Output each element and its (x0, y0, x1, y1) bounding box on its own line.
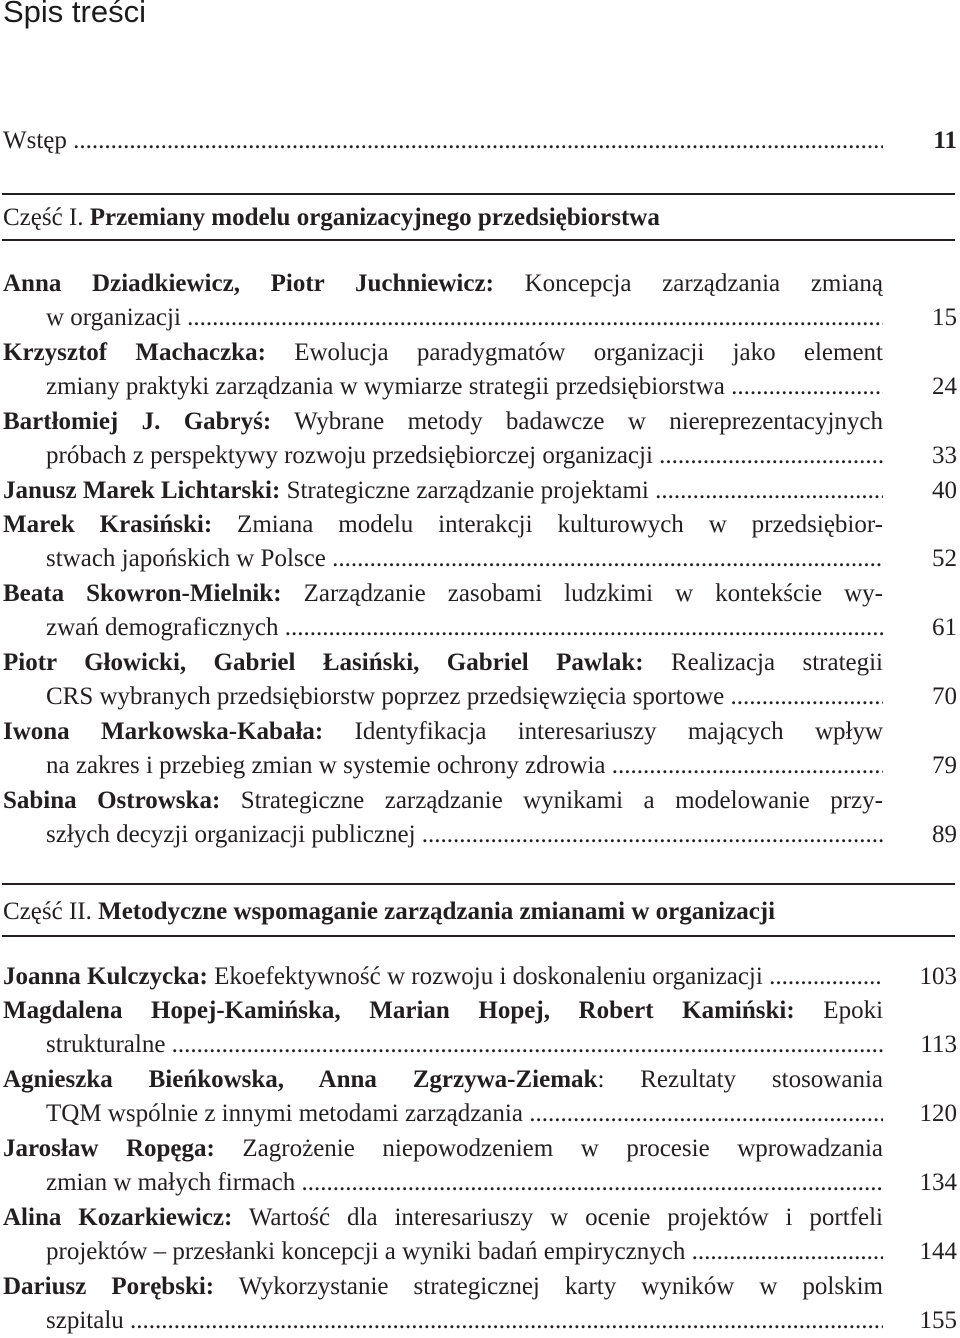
toc-entry-line (3, 994, 883, 1028)
part-title: Metodyczne wspomaganie zarządzania zmianami w organizacji (98, 898, 776, 925)
toc-entry-line (46, 542, 883, 576)
toc-entry-title: stwach japońskich w Polsce (46, 545, 326, 572)
toc-entry-line (3, 124, 883, 158)
toc-entry-title: Strategiczne zarządzanie projektami (286, 477, 649, 504)
toc-entry-line (3, 405, 883, 439)
toc-entry-line (46, 1166, 883, 1200)
section-divider (2, 193, 955, 195)
toc-entry-title: Identyfikacja interesariuszy mających wpływ (354, 718, 883, 745)
part-heading-2 (3, 895, 775, 929)
toc-page-number: 33 (932, 442, 957, 469)
toc-page-number: 11 (933, 127, 957, 154)
toc-entry-title: próbach z perspektywy rozwoju przedsiębiorczej organizacji (46, 442, 653, 469)
toc-page-number: 113 (920, 1031, 957, 1058)
toc-entry-line (46, 1304, 883, 1338)
dot-leader (685, 1238, 883, 1265)
toc-entry-line (46, 611, 883, 645)
toc-entry-line (3, 1132, 883, 1166)
toc-entry-title: Koncepcja zarządzania zmianą (524, 270, 883, 297)
toc-entry-title: Zagrożenie niepowodzeniem w procesie wprowadzania (242, 1135, 883, 1162)
toc-entry-line (3, 336, 883, 370)
toc-page-number: 144 (919, 1238, 957, 1265)
toc-entry-authors: Alina Kozarkiewicz: (3, 1204, 233, 1231)
toc-page-number: 70 (932, 683, 957, 710)
toc-entry-title: TQM wspólnie z innymi metodami zarządzania (46, 1100, 523, 1127)
toc-entry-title: projektów – przesłanki koncepcji a wyniki badań empirycznych (46, 1238, 686, 1265)
toc-entry-line (46, 1235, 883, 1269)
toc-entry-title: Wykorzystanie strategicznej karty wyników w polskim (238, 1273, 883, 1300)
dot-leader (724, 683, 883, 710)
toc-entry-authors: Dariusz Porębski: (3, 1273, 215, 1300)
toc-page-number: 103 (919, 963, 957, 990)
toc-entry-title: Strategiczne zarządzanie wynikami a modelowanie przy- (240, 787, 883, 814)
toc-entry-title: strukturalne (46, 1031, 166, 1058)
toc-entry-title: w organizacji (46, 304, 181, 331)
toc-entry-authors: Iwona Markowska-Kabała: (3, 718, 324, 745)
toc-entry-authors: Marek Krasiński: (3, 511, 213, 538)
toc-page-number: 155 (919, 1307, 957, 1334)
section-divider (2, 239, 955, 241)
toc-entry-title: zwań demograficznych (46, 614, 279, 641)
toc-entry-line (46, 439, 883, 473)
toc-entry-title: : Rezultaty stosowania (597, 1066, 883, 1093)
toc-page-number: 40 (932, 477, 957, 504)
part-heading-1 (3, 201, 660, 235)
toc-page-number: 24 (932, 373, 957, 400)
page-title: Spis treści (3, 0, 146, 29)
dot-leader (181, 304, 883, 331)
toc-entry-line (46, 1097, 883, 1131)
toc-entry-authors: Jarosław Ropęga: (3, 1135, 215, 1162)
dot-leader (606, 752, 883, 779)
toc-entry-line (3, 508, 883, 542)
toc-entry-title: Zarządzanie zasobami ludzkimi w kontekście wy- (303, 580, 883, 607)
toc-page-number: 15 (932, 304, 957, 331)
toc-entry-line (3, 267, 883, 301)
toc-entry-authors: Janusz Marek Lichtarski: (3, 477, 281, 504)
toc-entry-authors: Sabina Ostrowska: (3, 787, 221, 814)
toc-entry-title: Wybrane metody badawcze w niereprezentacyjnych (294, 408, 883, 435)
toc-entry-line (3, 646, 883, 680)
toc-entry-line (3, 1201, 883, 1235)
part-label: Część II. (3, 898, 92, 925)
toc-entry-authors: Bartłomiej J. Gabryś: (3, 408, 272, 435)
toc-entry-line (46, 680, 883, 714)
toc-entry-authors: Krzysztof Machaczka: (3, 339, 266, 366)
dot-leader (124, 1307, 883, 1334)
toc-entry-title: szłych decyzji organizacji publicznej (46, 821, 416, 848)
dot-leader (416, 821, 883, 848)
toc-entry-title: Epoki (823, 997, 883, 1024)
dot-leader (295, 1169, 883, 1196)
dot-leader (763, 963, 883, 990)
toc-page-number: 79 (932, 752, 957, 779)
dot-leader (165, 1031, 883, 1058)
toc-entry-line (46, 370, 883, 404)
toc-entry-line (46, 818, 883, 852)
toc-entry-authors: Anna Dziadkiewicz, Piotr Juchniewicz: (3, 270, 494, 297)
toc-entry-title: Wartość dla interesariuszy w ocenie projektów i portfeli (248, 1204, 883, 1231)
toc-entry-line (46, 301, 883, 335)
toc-page-number: 52 (932, 545, 957, 572)
dot-leader (523, 1100, 883, 1127)
toc-entry-title: zmiany praktyki zarządzania w wymiarze strategii przedsiębiorstwa (46, 373, 725, 400)
toc-page-number: 89 (932, 821, 957, 848)
toc-entry-label: Wstęp (3, 127, 67, 154)
toc-entry-title: Zmiana modelu interakcji kulturowych w przedsiębior- (237, 511, 883, 538)
dot-leader (649, 477, 883, 504)
dot-leader (279, 614, 883, 641)
toc-entry-title: na zakres i przebieg zmian w systemie ochrony zdrowia (46, 752, 606, 779)
toc-entry-line (3, 1270, 883, 1304)
dot-leader (653, 442, 883, 469)
toc-entry-title: szpitalu (46, 1307, 124, 1334)
dot-leader (725, 373, 883, 400)
toc-page-number: 120 (919, 1100, 957, 1127)
toc-entry-authors: Beata Skowron-Mielnik: (3, 580, 282, 607)
toc-entry-title: zmian w małych firmach (46, 1169, 296, 1196)
part-title: Przemiany modelu organizacyjnego przedsiębiorstwa (89, 204, 660, 231)
toc-entry-authors: Magdalena Hopej-Kamińska, Marian Hopej, Robert Kamiński: (3, 997, 795, 1024)
toc-entry-authors: Agnieszka Bieńkowska, Anna Zgrzywa-Ziemak (3, 1066, 598, 1093)
toc-entry-line (46, 1028, 883, 1062)
toc-entry-line (46, 749, 883, 783)
toc-entry-line (3, 474, 883, 508)
part-label: Część I. (3, 204, 84, 231)
toc-entry-title: Ewolucja paradygmatów organizacji jako element (294, 339, 883, 366)
toc-entry-line (3, 1063, 883, 1097)
toc-entry-title: Realizacja strategii (671, 649, 883, 676)
toc-entry-authors: Joanna Kulczycka: (3, 963, 208, 990)
toc-entry-line (3, 784, 883, 818)
section-divider (2, 883, 955, 885)
toc-entry-line (3, 577, 883, 611)
toc-entry-authors: Piotr Głowicki, Gabriel Łasiński, Gabriel Pawlak: (3, 649, 644, 676)
dot-leader (326, 545, 883, 572)
toc-entry-title: CRS wybranych przedsiębiorstw poprzez przedsięwzięcia sportowe (46, 683, 725, 710)
toc-page-number: 61 (932, 614, 957, 641)
dot-leader (67, 127, 883, 154)
toc-entry-line (3, 715, 883, 749)
toc-page-number: 134 (919, 1169, 957, 1196)
toc-entry-title: Ekoefektywność w rozwoju i doskonaleniu organizacji (214, 963, 763, 990)
section-divider (2, 935, 955, 937)
toc-entry-line (3, 960, 883, 994)
